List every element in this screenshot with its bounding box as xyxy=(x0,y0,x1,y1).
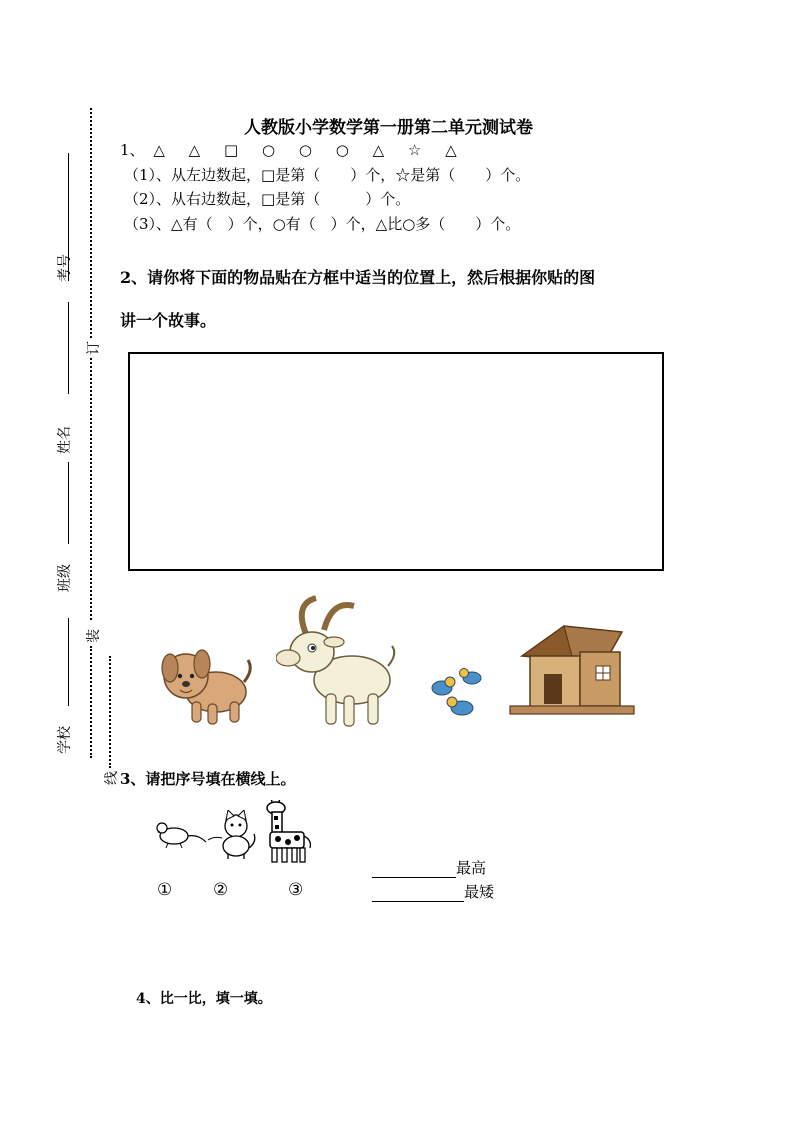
q1-shapes-row xyxy=(120,139,476,160)
shortest-answer[interactable] xyxy=(372,881,494,902)
exam-no-label: 考号 xyxy=(57,254,73,282)
school-line xyxy=(68,618,69,706)
class-line xyxy=(68,462,69,544)
q1-sub2: （2）、从右边数起，□是第（ ）个。 xyxy=(124,190,411,208)
cut-dotted-line-bottom xyxy=(90,646,92,758)
cut-dotted-line-inner xyxy=(109,656,111,768)
school-label: 学校 xyxy=(57,726,73,754)
label-3: ③ xyxy=(288,880,304,900)
q1-shape: ○ xyxy=(298,141,312,159)
q2-line1: 2、请你将下面的物品贴在方框中适当的位置上，然后根据你贴的图 xyxy=(120,268,596,287)
page-title: 人教版小学数学第一册第二单元测试卷 xyxy=(244,118,533,138)
tallest-answer[interactable] xyxy=(372,857,486,878)
shortest-blank[interactable] xyxy=(372,885,464,902)
q1-shape: □ xyxy=(223,141,239,159)
mouse-illustration xyxy=(152,812,210,852)
q4-text: 4、比一比，填一填。 xyxy=(136,991,272,1007)
q3-text: 3、请把序号填在横线上。 xyxy=(120,770,296,788)
name-line xyxy=(68,302,69,394)
house-illustration xyxy=(508,624,636,718)
q1-sub3: （3）、△有（ ）个，○有（ ）个，△比○多（ ）个。 xyxy=(124,215,521,233)
ding-label: 订 xyxy=(86,341,102,355)
q1-shape: △ xyxy=(372,141,385,159)
shortest-label: 最矮 xyxy=(464,883,495,901)
tallest-blank[interactable] xyxy=(372,861,456,878)
label-1: ① xyxy=(157,880,173,900)
cut-dotted-line-middle xyxy=(90,358,92,620)
q1-shape: ○ xyxy=(335,141,349,159)
tallest-label: 最高 xyxy=(456,859,487,877)
xian-label: 线 xyxy=(104,771,120,785)
q1-shape: ☆ xyxy=(407,141,422,159)
q1-shape: △ xyxy=(153,141,165,159)
dog-illustration xyxy=(150,640,260,730)
giraffe-illustration xyxy=(262,800,314,864)
q1-shape: ○ xyxy=(261,141,276,159)
class-label: 班级 xyxy=(57,564,73,592)
q1-sub1: （1）、从左边数起，□是第（ ）个，☆是第（ ）个。 xyxy=(124,166,531,184)
zhuang-label: 装 xyxy=(86,629,102,643)
name-label: 姓名 xyxy=(57,426,73,454)
goat-illustration xyxy=(276,594,401,732)
cut-dotted-line-top xyxy=(90,108,92,338)
cat-illustration xyxy=(206,810,258,860)
birds-illustration xyxy=(426,664,488,726)
q1-number: 1、 xyxy=(120,141,145,159)
q2-line2: 讲一个故事。 xyxy=(120,311,217,330)
q1-shape: △ xyxy=(188,141,201,159)
sticker-frame[interactable] xyxy=(128,352,664,571)
label-2: ② xyxy=(213,880,229,900)
q1-shape: △ xyxy=(445,141,457,159)
